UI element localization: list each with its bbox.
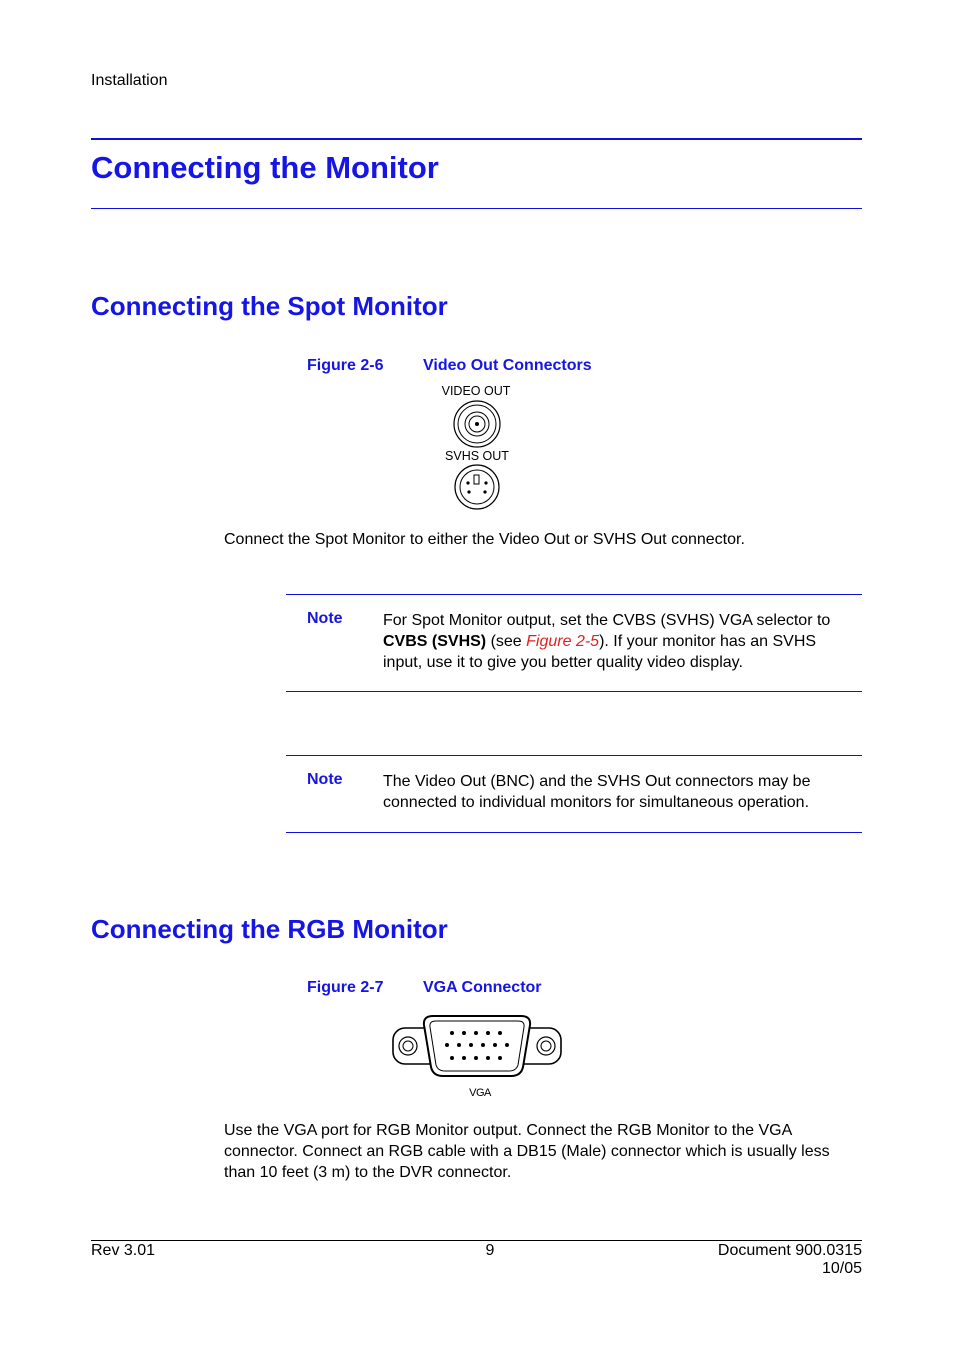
note-label: Note <box>307 610 343 627</box>
vga-label: VGA <box>469 1087 491 1099</box>
vga-connector-icon <box>391 1012 563 1080</box>
figure-title: Video Out Connectors <box>423 357 592 374</box>
bnc-connector-icon <box>452 400 502 448</box>
footer-date: 10/05 <box>821 1260 862 1277</box>
svhs-connector-icon <box>453 464 501 510</box>
figure-number: Figure 2-6 <box>307 357 384 374</box>
page-title: Connecting the Monitor <box>91 150 439 185</box>
figure-number: Figure 2-7 <box>307 979 384 996</box>
note-text-part: (see <box>486 633 527 650</box>
note-top-rule <box>286 755 862 756</box>
footer-rule <box>91 1240 862 1241</box>
section-heading-rgb: Connecting the RGB Monitor <box>91 914 448 944</box>
note-bold-setting: CVBS (SVHS) <box>383 633 487 650</box>
page-number: 9 <box>485 1242 495 1259</box>
footer-document-number: Document 900.0315 <box>717 1242 862 1259</box>
figure-cross-reference-link[interactable]: Figure 2-5 <box>526 633 600 650</box>
running-header: Installation <box>91 72 168 89</box>
title-top-rule <box>91 138 862 140</box>
rgb-body-paragraph: Use the VGA port for RGB Monitor output. Connect the RGB Monitor to the VGA connector. Connect an RGB cable with a DB15 (Male) connector which is usually less than 10 feet (3 m) to the DVR connector. <box>224 1122 830 1181</box>
section-heading-spot: Connecting the Spot Monitor <box>91 291 448 321</box>
note-text-part: For Spot Monitor output, set the CVBS (SVHS) VGA selector to <box>383 612 831 629</box>
video-out-label: VIDEO OUT <box>441 384 511 398</box>
note-top-rule <box>286 594 862 595</box>
note-bottom-rule <box>286 832 862 833</box>
note-text: The Video Out (BNC) and the SVHS Out connectors may be connected to individual monitors for simultaneous operation. <box>383 773 811 811</box>
footer-revision: Rev 3.01 <box>91 1242 156 1259</box>
note-text-part: ). If your monitor has an SVHS input, use it to give you better quality video display. <box>383 633 817 671</box>
note-label: Note <box>307 771 343 788</box>
svhs-out-label: SVHS OUT <box>445 449 509 463</box>
spot-body-paragraph: Connect the Spot Monitor to either the Video Out or SVHS Out connector. <box>224 531 745 548</box>
note-bottom-rule <box>286 691 862 692</box>
title-bottom-rule <box>91 208 862 209</box>
figure-title: VGA Connector <box>423 979 542 996</box>
note-text <box>383 610 858 673</box>
